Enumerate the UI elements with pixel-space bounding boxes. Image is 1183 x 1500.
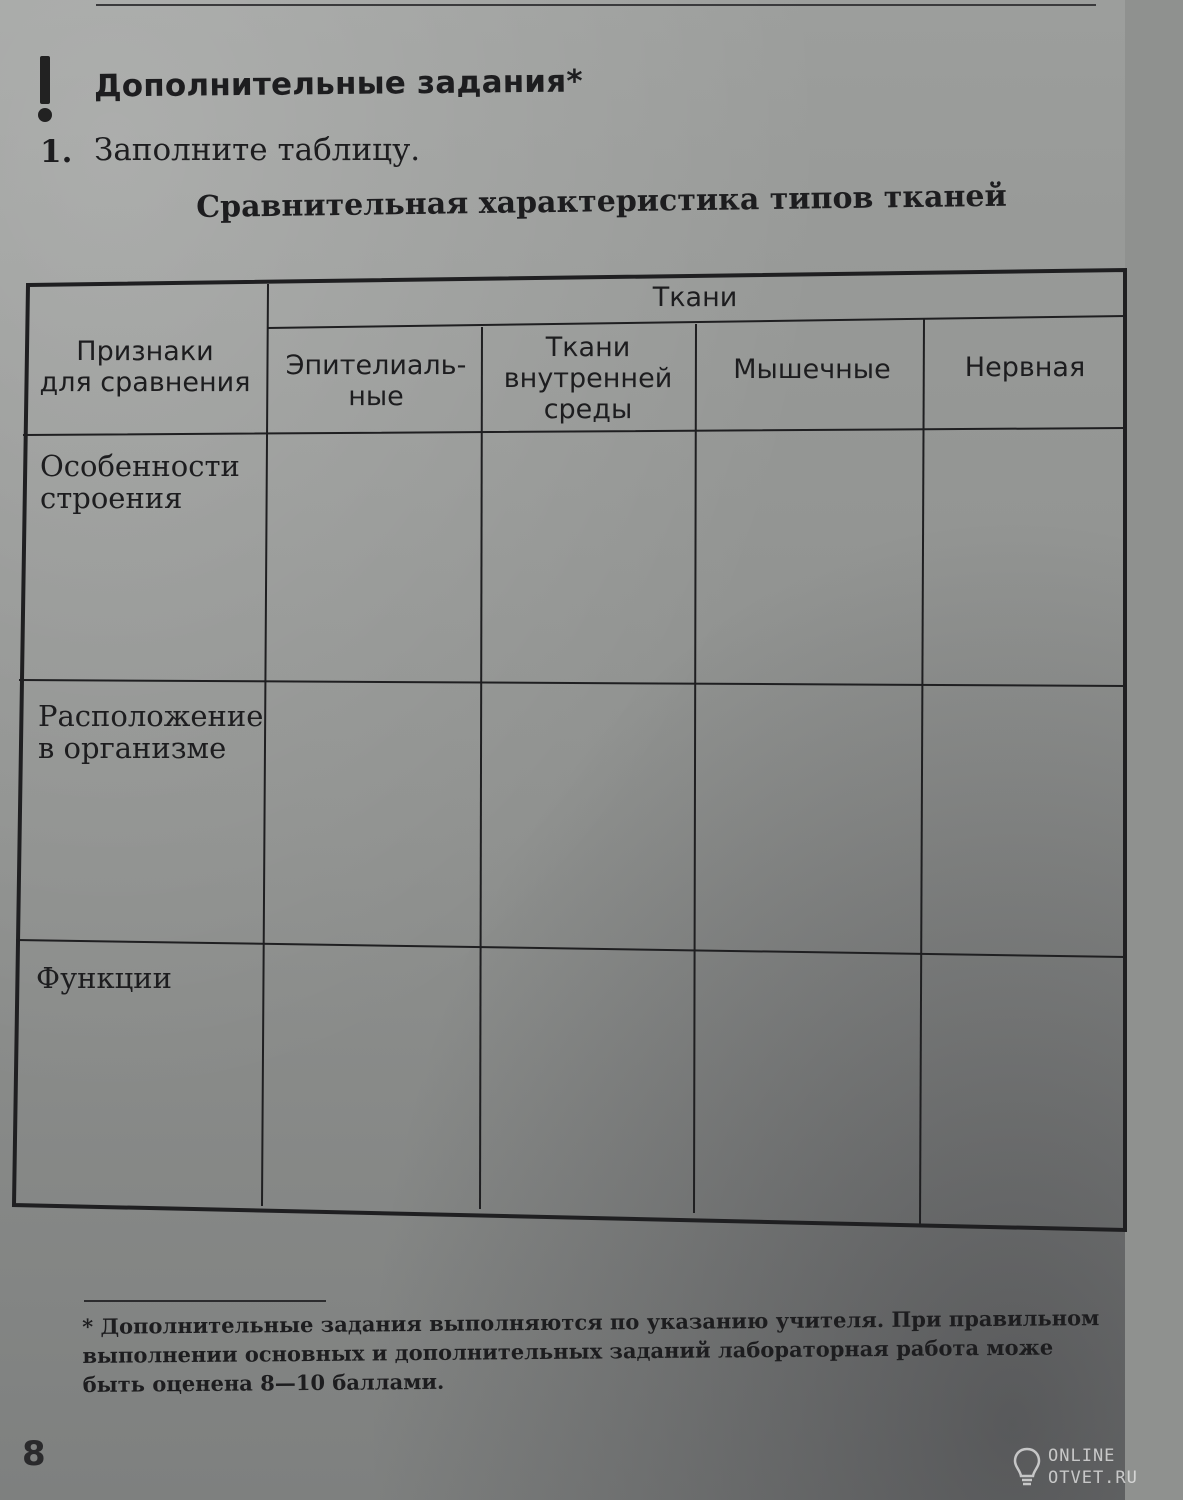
criteria-header: Признаки для сравнения [39, 336, 251, 398]
watermark-line-1: ONLINE [1048, 1446, 1116, 1466]
page-number: 8 [22, 1434, 46, 1474]
table-group-header: Ткани [652, 282, 738, 313]
grid-line [920, 320, 924, 1225]
lightbulb-icon [1012, 1446, 1042, 1488]
table-title: Сравнительная характеристика типов тканей [196, 178, 1008, 225]
section-title: Дополнительные задания* [93, 63, 583, 105]
row-label-functions: Функции [36, 961, 172, 995]
column-header-internal-environment: Ткани внутренней среды [503, 332, 673, 425]
footnote-rule [84, 1300, 326, 1302]
footnote: * Дополнительные задания выполняются по указанию учителя. При правильном выполнении основных и дополнительных заданий лабораторная работа може быть оценена 8—10 баллами. [82, 1305, 1100, 1397]
column-header-epithelial: Эпителиаль- ные [285, 350, 467, 412]
watermark [1010, 1444, 1138, 1490]
task-text: Заполните таблицу. [94, 132, 421, 168]
grid-line [24, 428, 1125, 435]
row-label-location: Расположение в организме [38, 699, 264, 765]
column-header-muscle: Мышечные [733, 354, 891, 385]
column-header-nervous: Нервная [964, 352, 1086, 383]
grid-line [480, 328, 482, 1208]
watermark-line-2: OTVET.RU [1048, 1468, 1138, 1488]
grid-line [17, 940, 1125, 957]
grid-line [20, 680, 1125, 686]
task-number: 1. [40, 134, 73, 170]
grid-line [694, 325, 696, 1212]
row-label-structure: Особенности строения [40, 449, 240, 515]
